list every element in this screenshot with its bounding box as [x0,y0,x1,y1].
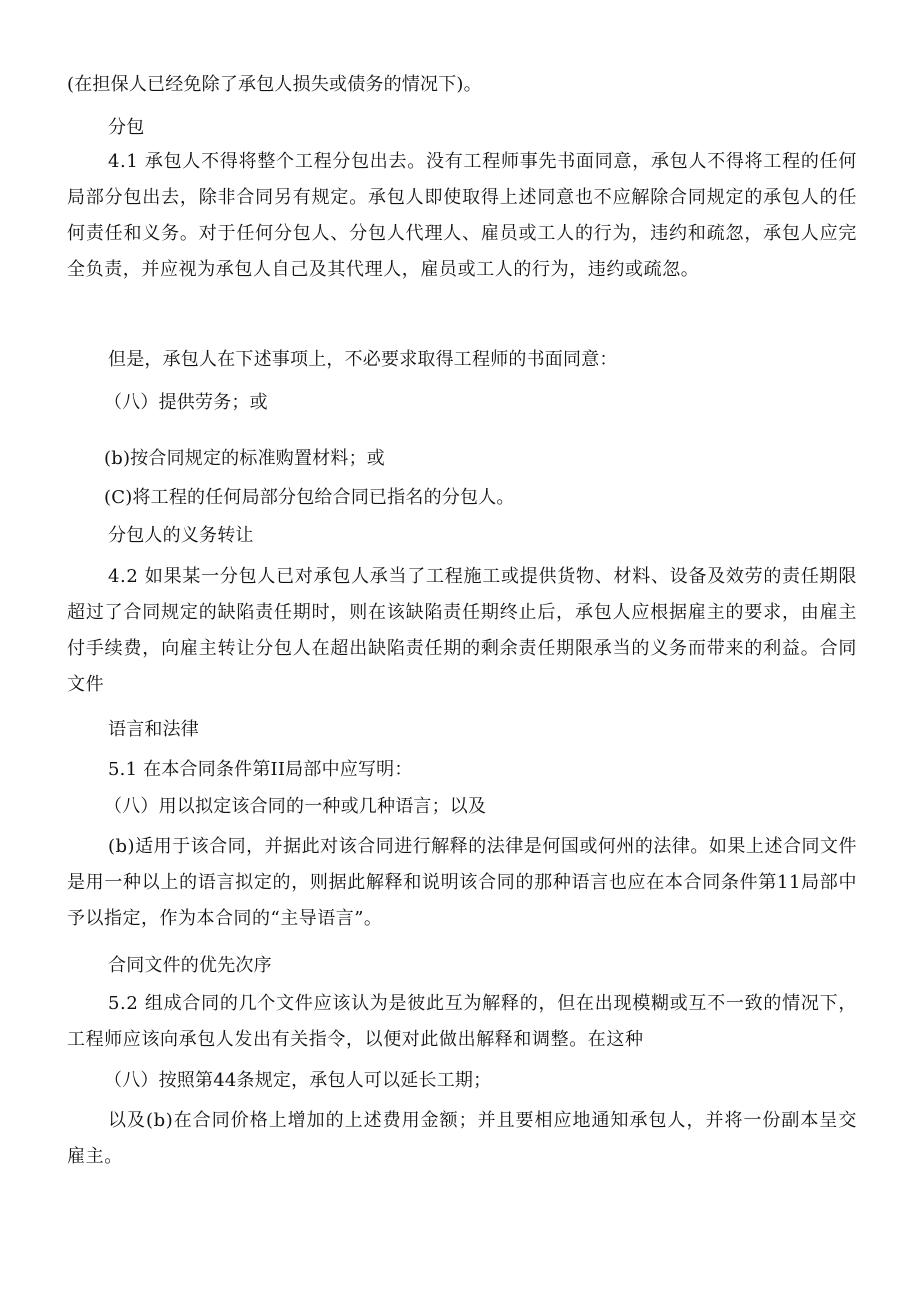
intro-line: (在担保人已经免除了承包人损失或债务的情况下)。 [67,74,482,95]
list-item-c: (C)将工程的任何局部分包给合同已指名的分包人。 [104,487,515,508]
list-item-5-1-a: （八）用以拟定该合同的一种或几种语言；以及 [104,796,487,817]
list-item-5-2-b: 以及(b)在合同价格上增加的上述费用金额；并且要相应地通知承包人，并将一份副本呈交雇主。 [67,1110,857,1167]
paragraph-5-2: 5.2 组成合同的几个文件应该认为是彼此互为解释的，但在出现模糊或互不一致的情况下，工程师应该向承包人发出有关指令，以便对此做出解释和调整。在这种 [67,993,857,1050]
paragraph-4-2: 4.2 如果某一分包人已对承包人承当了工程施工或提供货物、材料、设备及效劳的责任期限超过了合同规定的缺陷责任期时，则在该缺陷责任期终止后，承包人应根据雇主的要求，由雇主付手续费，向雇主转让分包人在超出缺陷责任期的剩余责任期限承当的义务而带来的利益。合同文件 [67,566,857,695]
list-item-a: （八）提供劳务；或 [104,392,268,413]
paragraph-exceptions: 但是，承包人在下述事项上，不必要求取得工程师的书面同意： [108,349,618,370]
heading-language-law: 语言和法律 [108,719,199,740]
heading-priority: 合同文件的优先次序 [108,955,272,976]
paragraph-5-1: 5.1 在本合同条件第II局部中应写明： [108,759,413,780]
heading-obligation-assignment: 分包人的义务转让 [108,525,254,546]
paragraph-4-1: 4.1 承包人不得将整个工程分包出去。没有工程师事先书面同意，承包人不得将工程的任何局部分包出去，除非合同另有规定。承包人即使取得上述同意也不应解除合同规定的承包人的任何责任和义务。对于任何分包人、分包人代理人、雇员或工人的行为，违约和疏忽，承包人应完全负责，并应视为承包人自己及其代理人，雇员或工人的行为，违约或疏忽。 [67,151,857,280]
list-item-b: (b)按合同规定的标准购置材料；或 [104,448,385,469]
heading-subcontract: 分包 [108,117,145,138]
list-item-5-1-b: (b)适用于该合同，并据此对该合同进行解释的法律是何国或何州的法律。如果上述合同文件是用一种以上的语言拟定的，则据此解释和说明该合同的那种语言也应在本合同条件第11局部中予以指定，作为本合同的“主导语言”。 [67,836,857,929]
list-item-5-2-a: （八）按照第44条规定，承包人可以延长工期； [104,1070,492,1091]
